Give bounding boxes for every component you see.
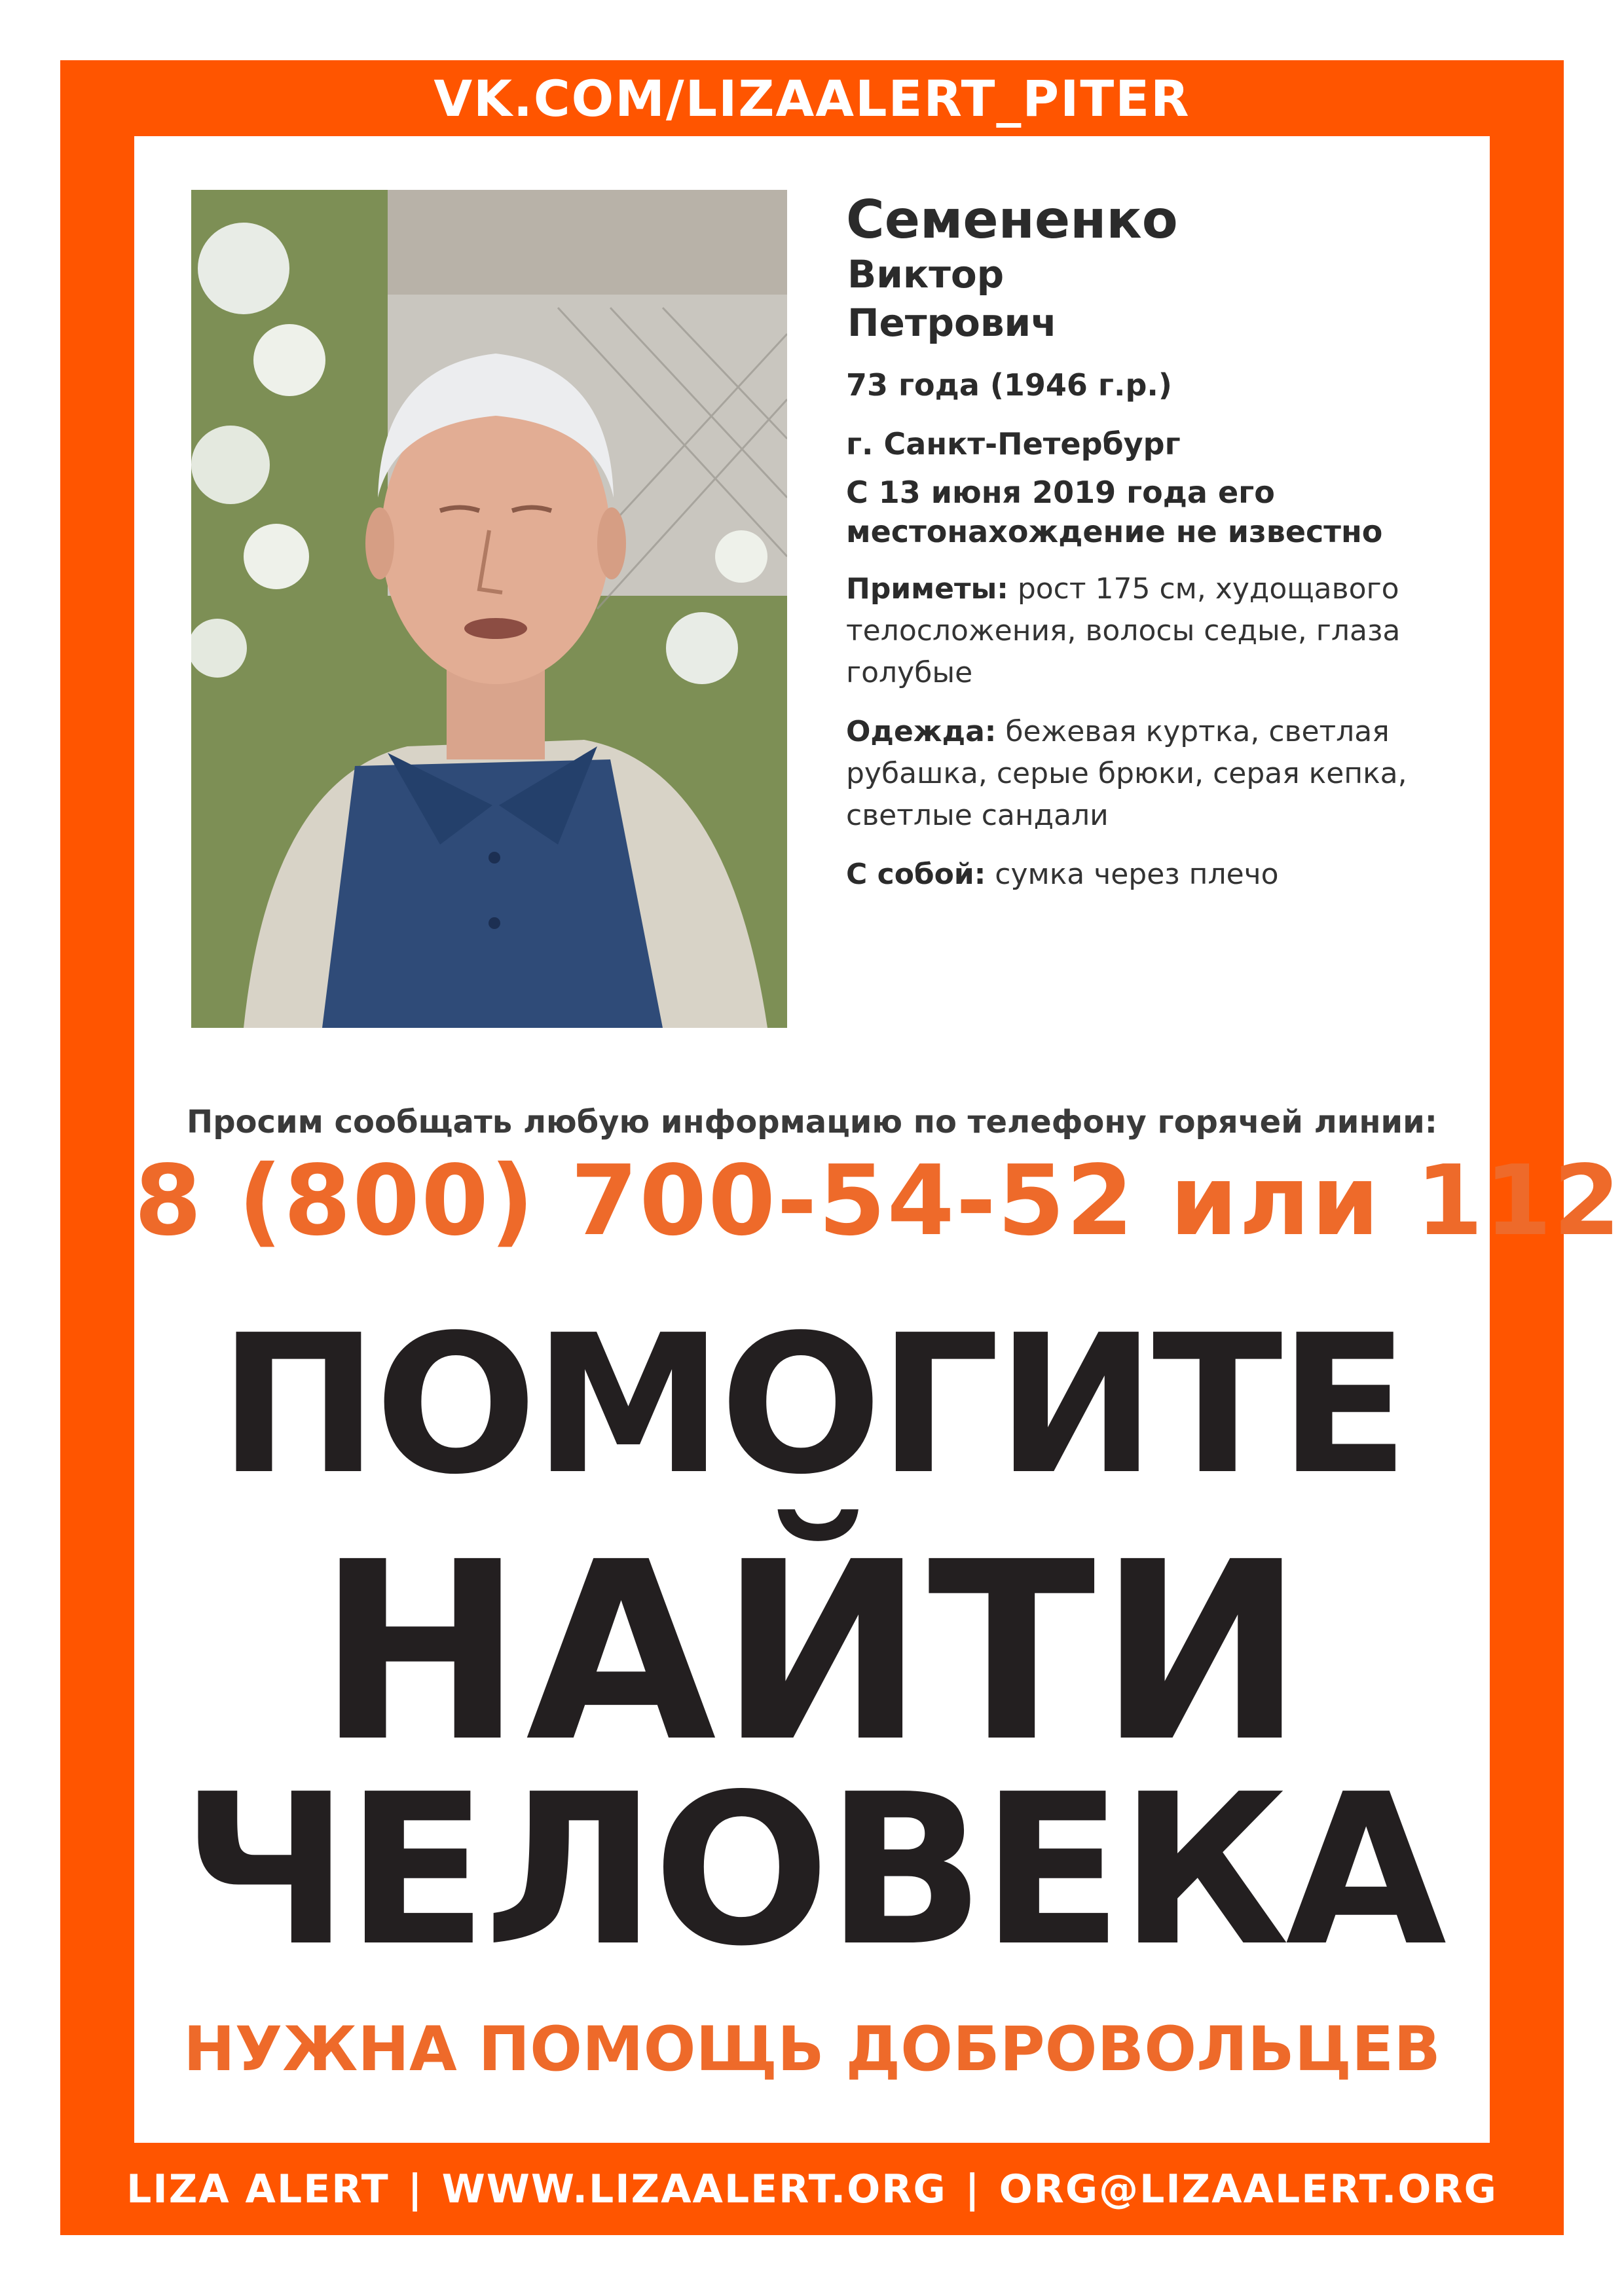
carry-label: С собой: — [846, 858, 986, 891]
hotline-phone[interactable]: 8 (800) 700-54-52 или 112 — [134, 1144, 1622, 1257]
headline-person: ЧЕЛОВЕКА — [181, 1749, 1443, 1992]
age: 73 года (1946 г.р.) — [846, 367, 1172, 403]
missing-person-photo — [191, 190, 787, 1028]
hotline-request: Просим сообщать любую информацию по телефону горячей линии: — [187, 1104, 1437, 1140]
footer-website-link[interactable]: WWW.LIZAALERT.ORG — [441, 2166, 947, 2212]
footer-bar — [60, 2143, 1564, 2235]
surname: Семененко — [846, 189, 1178, 250]
footer-org: LIZA ALERT — [126, 2166, 390, 2212]
signs-paragraph — [846, 568, 1455, 694]
poster-frame — [60, 60, 1622, 2235]
carry-paragraph — [846, 854, 1455, 896]
footer-separator: | — [965, 2166, 981, 2212]
first-name: Виктор — [847, 252, 1005, 297]
vk-link-header[interactable]: VK.COM/LIZAALERT_PITER — [434, 69, 1190, 128]
footer-separator: | — [407, 2166, 424, 2212]
footer-email-link[interactable]: ORG@LIZAALERT.ORG — [999, 2166, 1498, 2212]
city: г. Санкт-Петербург — [846, 426, 1181, 462]
clothes-paragraph — [846, 711, 1455, 837]
signs-text: рост 175 см, худощавого телосложения, волосы седые, глаза голубые — [846, 572, 1401, 689]
volunteers-needed: НУЖНА ПОМОЩЬ ДОБРОВОЛЬЦЕВ — [183, 2014, 1441, 2085]
person-info — [846, 190, 1455, 896]
clothes-label: Одежда: — [846, 715, 997, 748]
missing-since-line-2: местонахождение не известно — [846, 514, 1383, 549]
signs-label: Приметы: — [846, 572, 1008, 606]
clothes-text: бежевая куртка, светлая рубашка, серые брюки, серая кепка, светлые сандали — [846, 715, 1407, 832]
patronymic: Петрович — [847, 301, 1058, 345]
headline-find: НАЙТИ — [317, 1509, 1307, 1796]
headline-help: ПОМОГИТЕ — [218, 1294, 1406, 1516]
missing-since-line-1: С 13 июня 2019 года его — [846, 475, 1275, 510]
poster-body — [134, 136, 1622, 2143]
missing-since — [846, 473, 1455, 551]
carry-text: сумка через плечо — [986, 858, 1279, 891]
